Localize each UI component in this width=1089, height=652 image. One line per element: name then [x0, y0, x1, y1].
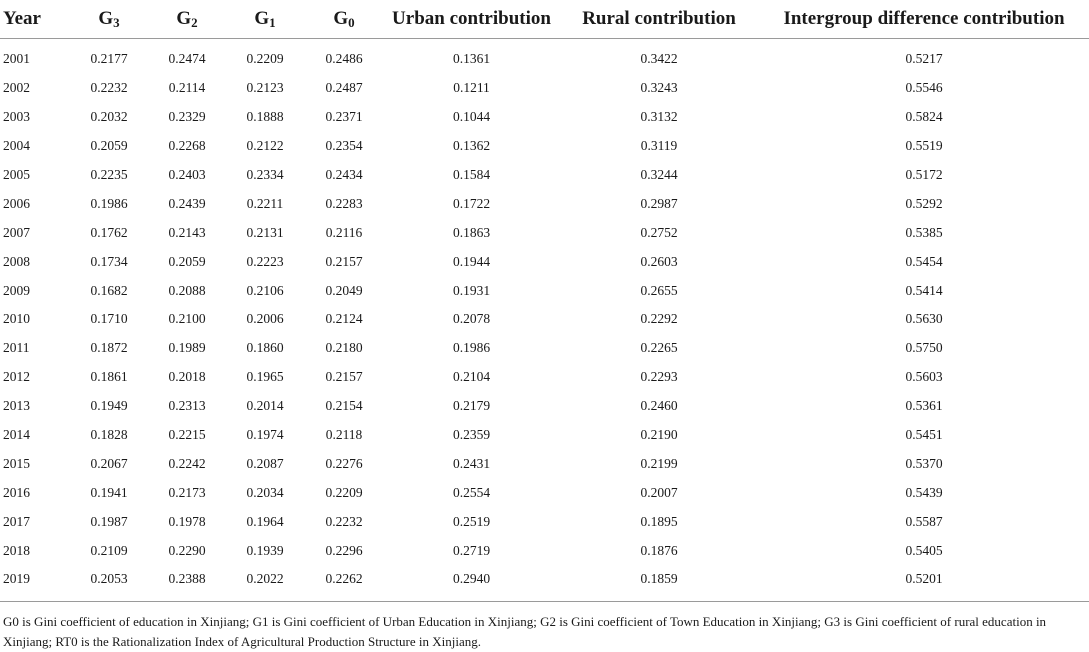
cell-year: 2006 — [3, 195, 30, 211]
cell-g3: 0.2053 — [90, 571, 128, 587]
table-row — [0, 103, 1089, 132]
cell-g2: 0.2215 — [168, 427, 206, 443]
cell-g0: 0.2262 — [325, 571, 363, 587]
cell-urban-contribution: 0.2719 — [452, 542, 491, 558]
table-row — [0, 247, 1089, 276]
cell-intergroup-contribution: 0.5292 — [905, 195, 943, 211]
cell-g3: 0.2059 — [90, 138, 128, 154]
cell-rural-contribution: 0.2603 — [640, 253, 678, 269]
cell-g3: 0.1762 — [90, 224, 128, 240]
header-g1: $G_1$ — [226, 0, 304, 39]
cell-urban-contribution: 0.1211 — [453, 80, 490, 96]
table-row — [0, 189, 1089, 218]
cell-rural-contribution: 0.3422 — [640, 51, 678, 67]
cell-g3: 0.1949 — [90, 398, 128, 414]
cell-g2: 0.2114 — [168, 80, 206, 96]
cell-intergroup-contribution: 0.5750 — [905, 340, 943, 356]
cell-g1: 0.1939 — [246, 542, 284, 558]
cell-year: 2017 — [3, 513, 30, 529]
cell-rural-contribution: 0.1895 — [640, 513, 678, 529]
cell-g1: 0.2131 — [246, 224, 284, 240]
cell-g1: 0.2087 — [246, 455, 284, 471]
cell-urban-contribution: 0.2519 — [452, 513, 491, 529]
table-row — [0, 334, 1089, 363]
cell-year: 2018 — [3, 542, 30, 558]
table-row — [0, 161, 1089, 190]
cell-year: 2004 — [3, 138, 30, 154]
cell-g1: 0.2334 — [246, 167, 284, 182]
cell-g3: 0.2109 — [90, 542, 128, 558]
table-row — [0, 305, 1089, 334]
cell-year: 2013 — [3, 398, 30, 414]
cell-intergroup-contribution: 0.5451 — [905, 427, 943, 443]
cell-g0: 0.2157 — [325, 253, 363, 269]
table-row — [0, 449, 1089, 478]
cell-intergroup-contribution: 0.5361 — [905, 398, 943, 414]
cell-year: 2010 — [3, 311, 30, 327]
table-row — [0, 363, 1089, 392]
cell-g0: 0.2354 — [325, 138, 363, 154]
cell-g2: 0.1989 — [168, 340, 206, 356]
cell-g2: 0.2018 — [168, 369, 206, 385]
cell-g2: 0.2242 — [168, 455, 206, 471]
cell-intergroup-contribution: 0.5405 — [905, 542, 943, 558]
cell-rural-contribution: 0.1876 — [640, 542, 678, 558]
cell-year: 2001 — [3, 51, 30, 67]
cell-urban-contribution: 0.1044 — [452, 109, 491, 125]
cell-year: 2005 — [3, 167, 30, 182]
cell-g0: 0.2049 — [325, 282, 363, 298]
cell-g3: 0.1682 — [90, 282, 128, 298]
cell-g2: 0.2329 — [168, 109, 206, 125]
cell-g1: 0.1964 — [246, 513, 284, 529]
cell-urban-contribution: 0.1361 — [452, 51, 491, 67]
cell-g1: 0.2211 — [246, 195, 284, 211]
cell-intergroup-contribution: 0.5385 — [905, 224, 943, 240]
cell-g2: 0.1978 — [168, 513, 206, 529]
cell-g1: 0.2014 — [246, 398, 284, 414]
cell-g3: 0.2032 — [90, 109, 128, 125]
cell-intergroup-contribution: 0.5587 — [905, 513, 943, 529]
table-footnote: G0 is Gini coefficient of education in Xinjiang; G1 is Gini coefficient of Urban Education in Xinjiang; G2 is Gini coefficient of Town Education in Xinjiang; G3 is Gini coefficient of rural education in Xinjiang; RT0 is the Rationalization Index of Agricultural Production Structure in Xinjiang. — [3, 614, 1047, 649]
cell-g1: 0.2106 — [246, 282, 284, 298]
cell-g0: 0.2276 — [325, 455, 363, 471]
cell-urban-contribution: 0.2431 — [452, 455, 491, 471]
header-urban-contribution: Urban contribution — [384, 0, 559, 39]
table-row — [0, 39, 1089, 74]
cell-g2: 0.2403 — [168, 167, 206, 182]
cell-urban-contribution: 0.1722 — [452, 195, 491, 211]
table-row — [0, 276, 1089, 305]
cell-g3: 0.1987 — [90, 513, 128, 529]
cell-year: 2015 — [3, 455, 30, 471]
cell-year: 2008 — [3, 253, 30, 269]
header-row — [0, 0, 1089, 39]
cell-g0: 0.2486 — [325, 51, 363, 67]
cell-g3: 0.1828 — [90, 427, 128, 443]
cell-g3: 0.2235 — [90, 167, 128, 182]
cell-urban-contribution: 0.2554 — [452, 484, 491, 500]
cell-rural-contribution: 0.1859 — [640, 571, 678, 587]
cell-rural-contribution: 0.2987 — [640, 195, 678, 211]
cell-intergroup-contribution: 0.5172 — [905, 167, 943, 182]
cell-g0: 0.2157 — [325, 369, 363, 385]
cell-urban-contribution: 0.1986 — [452, 340, 491, 356]
cell-urban-contribution: 0.2078 — [452, 311, 491, 327]
table-row — [0, 565, 1089, 594]
cell-urban-contribution: 0.1944 — [452, 253, 491, 269]
cell-urban-contribution: 0.2940 — [452, 571, 491, 587]
cell-g2: 0.2474 — [168, 51, 206, 67]
header-intergroup-contribution: Intergroup difference contribution — [759, 0, 1089, 39]
cell-year: 2016 — [3, 484, 30, 500]
cell-intergroup-contribution: 0.5439 — [905, 484, 943, 500]
cell-g0: 0.2154 — [325, 398, 363, 414]
cell-g0: 0.2209 — [325, 484, 363, 500]
table-header — [0, 0, 1089, 39]
table-row — [0, 478, 1089, 507]
cell-urban-contribution: 0.1362 — [452, 138, 491, 154]
cell-rural-contribution: 0.3119 — [640, 138, 678, 154]
cell-g0: 0.2296 — [325, 542, 363, 558]
cell-g2: 0.2088 — [168, 282, 206, 298]
cell-g3: 0.2177 — [90, 51, 128, 67]
cell-g0: 0.2371 — [325, 109, 363, 125]
cell-g0: 0.2283 — [325, 195, 363, 211]
cell-intergroup-contribution: 0.5546 — [905, 80, 943, 96]
cell-urban-contribution: 0.1931 — [452, 282, 491, 298]
cell-g1: 0.1860 — [246, 340, 284, 356]
cell-g0: 0.2124 — [325, 311, 363, 327]
table-row — [0, 507, 1089, 536]
cell-intergroup-contribution: 0.5217 — [905, 51, 943, 67]
cell-urban-contribution: 0.1863 — [452, 224, 491, 240]
cell-g1: 0.2034 — [246, 484, 284, 500]
cell-intergroup-contribution: 0.5630 — [905, 311, 943, 327]
cell-g1: 0.2223 — [246, 253, 284, 269]
cell-g1: 0.1974 — [246, 427, 284, 443]
cell-year: 2011 — [3, 340, 30, 356]
cell-g3: 0.2232 — [90, 80, 128, 96]
table-row — [0, 392, 1089, 421]
cell-g2: 0.2313 — [168, 398, 206, 414]
cell-urban-contribution: 0.2179 — [452, 398, 491, 414]
header-g0: $G_0$ — [304, 0, 384, 39]
cell-g1: 0.2122 — [246, 138, 284, 154]
cell-g2: 0.2173 — [168, 484, 206, 500]
cell-g1: 0.2123 — [246, 80, 284, 96]
cell-intergroup-contribution: 0.5370 — [905, 455, 943, 471]
cell-year: 2019 — [3, 571, 30, 587]
cell-intergroup-contribution: 0.5603 — [905, 369, 943, 385]
cell-g2: 0.2439 — [168, 195, 206, 211]
cell-g3: 0.2067 — [90, 455, 128, 471]
cell-g3: 0.1872 — [90, 340, 128, 356]
cell-g3: 0.1986 — [90, 195, 128, 211]
cell-intergroup-contribution: 0.5201 — [905, 571, 943, 587]
cell-year: 2007 — [3, 224, 30, 240]
cell-rural-contribution: 0.3243 — [640, 80, 678, 96]
cell-g2: 0.2388 — [168, 571, 206, 587]
cell-rural-contribution: 0.2199 — [640, 455, 678, 471]
header-g3: $G_3$ — [70, 0, 148, 39]
header-rural-contribution: Rural contribution — [559, 0, 759, 39]
header-g2: $G_2$ — [148, 0, 226, 39]
cell-intergroup-contribution: 0.5824 — [905, 109, 943, 125]
table-row — [0, 218, 1089, 247]
cell-g1: 0.2209 — [246, 51, 284, 67]
cell-g0: 0.2118 — [325, 427, 363, 443]
table-row — [0, 132, 1089, 161]
table-body — [0, 39, 1089, 594]
cell-g0: 0.2232 — [325, 513, 363, 529]
cell-intergroup-contribution: 0.5414 — [905, 282, 943, 298]
cell-urban-contribution: 0.1584 — [452, 167, 491, 182]
cell-g1: 0.1888 — [246, 109, 284, 125]
cell-g3: 0.1861 — [90, 369, 128, 385]
cell-g1: 0.2022 — [246, 571, 284, 587]
cell-g0: 0.2180 — [325, 340, 363, 356]
cell-urban-contribution: 0.2359 — [452, 427, 491, 443]
cell-year: 2012 — [3, 369, 30, 385]
cell-g2: 0.2143 — [168, 224, 206, 240]
cell-rural-contribution: 0.2292 — [640, 311, 678, 327]
header-year: Year — [0, 0, 70, 39]
cell-g3: 0.1941 — [90, 484, 128, 500]
table-bottom-rule — [0, 601, 1089, 602]
table-row — [0, 421, 1089, 450]
cell-g0: 0.2434 — [325, 167, 363, 182]
cell-rural-contribution: 0.2752 — [640, 224, 678, 240]
cell-g0: 0.2116 — [325, 224, 363, 240]
cell-rural-contribution: 0.3244 — [640, 167, 678, 182]
cell-intergroup-contribution: 0.5454 — [905, 253, 943, 269]
cell-rural-contribution: 0.2190 — [640, 427, 678, 443]
cell-rural-contribution: 0.2007 — [640, 484, 678, 500]
cell-rural-contribution: 0.2293 — [640, 369, 678, 385]
cell-rural-contribution: 0.2265 — [640, 340, 678, 356]
cell-year: 2009 — [3, 282, 30, 298]
table-row — [0, 536, 1089, 565]
cell-g2: 0.2290 — [168, 542, 206, 558]
cell-g1: 0.1965 — [246, 369, 284, 385]
cell-intergroup-contribution: 0.5519 — [905, 138, 943, 154]
table-row — [0, 74, 1089, 103]
cell-g3: 0.1710 — [90, 311, 128, 327]
cell-g3: 0.1734 — [90, 253, 128, 269]
cell-year: 2014 — [3, 427, 30, 443]
cell-urban-contribution: 0.2104 — [452, 369, 491, 385]
cell-g2: 0.2100 — [168, 311, 206, 327]
cell-rural-contribution: 0.2655 — [640, 282, 678, 298]
cell-year: 2003 — [3, 109, 30, 125]
cell-rural-contribution: 0.2460 — [640, 398, 678, 414]
cell-g1: 0.2006 — [246, 311, 284, 327]
cell-g2: 0.2268 — [168, 138, 206, 154]
cell-g2: 0.2059 — [168, 253, 206, 269]
cell-g0: 0.2487 — [325, 80, 363, 96]
cell-rural-contribution: 0.3132 — [640, 109, 678, 125]
cell-year: 2002 — [3, 80, 30, 96]
